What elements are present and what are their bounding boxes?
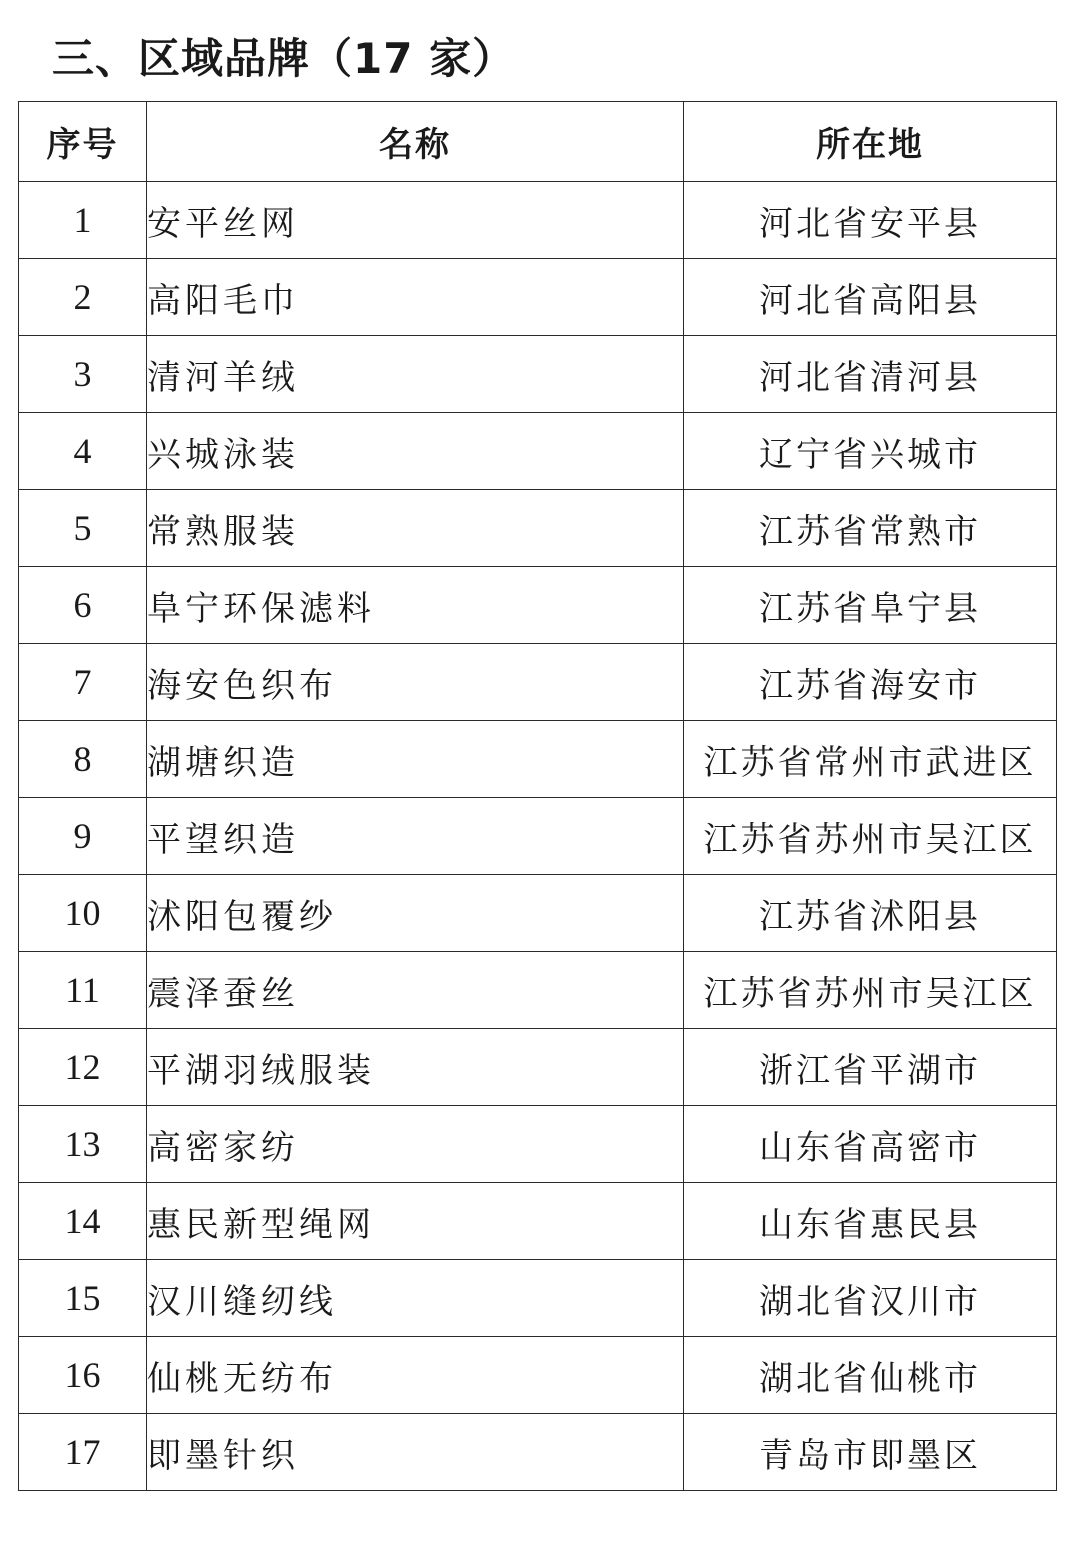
row-location: 河北省安平县 <box>684 182 1057 259</box>
row-location: 河北省高阳县 <box>684 259 1057 336</box>
table-row <box>19 567 1057 644</box>
row-location: 山东省高密市 <box>684 1106 1057 1183</box>
row-brand-name: 兴城泳装 <box>147 413 684 490</box>
row-serial-number: 12 <box>19 1029 147 1106</box>
table-row <box>19 259 1057 336</box>
row-location: 浙江省平湖市 <box>684 1029 1057 1106</box>
row-brand-name: 仙桃无纺布 <box>147 1337 684 1414</box>
row-brand-name: 高阳毛巾 <box>147 259 684 336</box>
table-row <box>19 875 1057 952</box>
section-title: 三、区域品牌（17 家） <box>52 34 516 83</box>
row-location: 江苏省沭阳县 <box>684 875 1057 952</box>
regional-brand-table <box>18 101 1057 1491</box>
row-location: 江苏省苏州市吴江区 <box>684 952 1057 1029</box>
row-serial-number: 2 <box>19 259 147 336</box>
row-location: 江苏省海安市 <box>684 644 1057 721</box>
header-location: 所在地 <box>684 102 1057 182</box>
row-location: 湖北省仙桃市 <box>684 1337 1057 1414</box>
row-location: 江苏省阜宁县 <box>684 567 1057 644</box>
row-serial-number: 1 <box>19 182 147 259</box>
table-row <box>19 413 1057 490</box>
row-serial-number: 14 <box>19 1183 147 1260</box>
row-serial-number: 13 <box>19 1106 147 1183</box>
row-location: 河北省清河县 <box>684 336 1057 413</box>
table-row <box>19 182 1057 259</box>
row-serial-number: 5 <box>19 490 147 567</box>
row-location: 江苏省常熟市 <box>684 490 1057 567</box>
row-brand-name: 常熟服装 <box>147 490 684 567</box>
row-brand-name: 汉川缝纫线 <box>147 1260 684 1337</box>
row-brand-name: 阜宁环保滤料 <box>147 567 684 644</box>
table-row <box>19 1183 1057 1260</box>
row-location: 青岛市即墨区 <box>684 1414 1057 1491</box>
row-serial-number: 16 <box>19 1337 147 1414</box>
row-location: 湖北省汉川市 <box>684 1260 1057 1337</box>
row-serial-number: 11 <box>19 952 147 1029</box>
table-header-row <box>19 102 1057 182</box>
row-serial-number: 6 <box>19 567 147 644</box>
row-serial-number: 4 <box>19 413 147 490</box>
row-serial-number: 10 <box>19 875 147 952</box>
table-body <box>19 182 1057 1491</box>
row-serial-number: 15 <box>19 1260 147 1337</box>
row-location: 江苏省常州市武进区 <box>684 721 1057 798</box>
row-serial-number: 9 <box>19 798 147 875</box>
row-brand-name: 安平丝网 <box>147 182 684 259</box>
row-brand-name: 清河羊绒 <box>147 336 684 413</box>
row-brand-name: 湖塘织造 <box>147 721 684 798</box>
table-row <box>19 798 1057 875</box>
table-row <box>19 336 1057 413</box>
row-serial-number: 17 <box>19 1414 147 1491</box>
row-serial-number: 7 <box>19 644 147 721</box>
table-row <box>19 1337 1057 1414</box>
row-brand-name: 海安色织布 <box>147 644 684 721</box>
table-row <box>19 952 1057 1029</box>
row-serial-number: 3 <box>19 336 147 413</box>
table-row <box>19 644 1057 721</box>
row-brand-name: 惠民新型绳网 <box>147 1183 684 1260</box>
table-row <box>19 1029 1057 1106</box>
header-name: 名称 <box>147 102 684 182</box>
row-brand-name: 平湖羽绒服装 <box>147 1029 684 1106</box>
header-serial-number: 序号 <box>19 102 147 182</box>
table-row <box>19 721 1057 798</box>
row-brand-name: 即墨针织 <box>147 1414 684 1491</box>
table-row <box>19 1260 1057 1337</box>
row-serial-number: 8 <box>19 721 147 798</box>
row-location: 山东省惠民县 <box>684 1183 1057 1260</box>
table-row <box>19 1414 1057 1491</box>
row-brand-name: 沭阳包覆纱 <box>147 875 684 952</box>
table-row <box>19 490 1057 567</box>
row-brand-name: 震泽蚕丝 <box>147 952 684 1029</box>
row-location: 江苏省苏州市吴江区 <box>684 798 1057 875</box>
table-row <box>19 1106 1057 1183</box>
row-brand-name: 高密家纺 <box>147 1106 684 1183</box>
row-location: 辽宁省兴城市 <box>684 413 1057 490</box>
row-brand-name: 平望织造 <box>147 798 684 875</box>
